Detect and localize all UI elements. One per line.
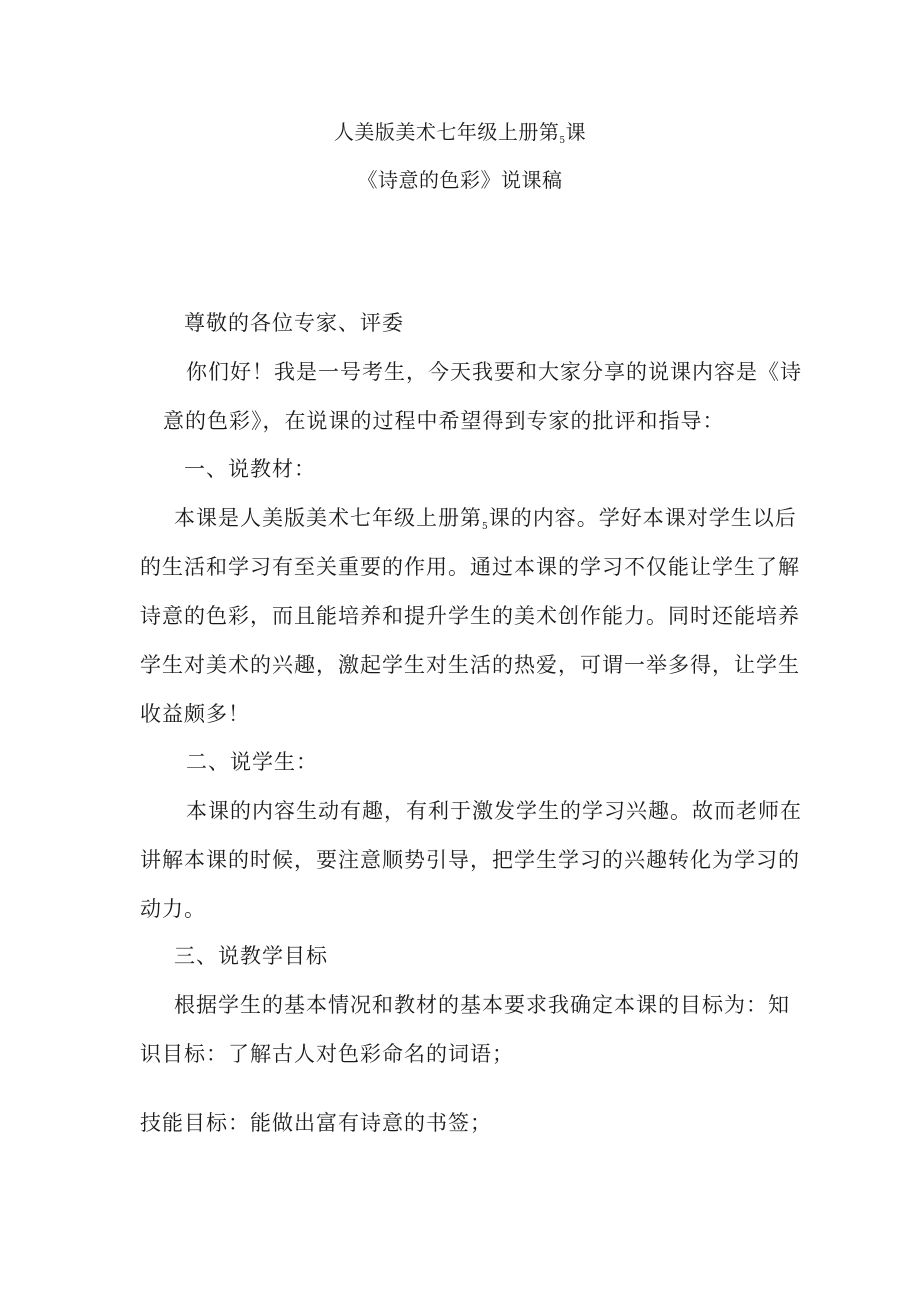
section1-line-1-after: 课的内容。学好本课对学生以后 xyxy=(488,506,797,530)
section1-lesson-number: 5 xyxy=(482,522,489,532)
section3-line-3: 技能目标：能做出富有诗意的书签； xyxy=(140,1111,492,1135)
document-title-line1 xyxy=(0,120,920,146)
section2-heading: 二、说学生： xyxy=(186,750,318,774)
section1-line-4: 学生对美术的兴趣，激起学生对生活的热爱，可谓一举多得，让学生 xyxy=(140,653,800,677)
title-lesson-number: 5 xyxy=(559,136,566,146)
section3-line-1: 根据学生的基本情况和教材的基本要求我确定本课的目标为：知 xyxy=(174,993,790,1017)
section1-line-3: 诗意的色彩，而且能培养和提升学生的美术创作能力。同时还能培养 xyxy=(140,604,800,628)
section3-line-2: 识目标：了解古人对色彩命名的词语； xyxy=(140,1042,514,1066)
title-text-before: 人美版美术七年级上册第 xyxy=(333,120,560,144)
section3-heading: 三、说教学目标 xyxy=(174,944,328,968)
document-title-line2: 《诗意的色彩》说课稿 xyxy=(357,168,563,192)
title-text-after: 课 xyxy=(565,120,587,144)
section1-line-2: 的生活和学习有至关重要的作用。通过本课的学习不仅能让学生了解 xyxy=(140,555,800,579)
section2-line-1: 本课的内容生动有趣，有利于激发学生的学习兴趣。故而老师在 xyxy=(186,799,802,823)
greeting: 尊敬的各位专家、评委 xyxy=(184,311,404,335)
section1-line-5: 收益颇多！ xyxy=(140,702,250,726)
section2-line-3: 动力。 xyxy=(140,897,206,921)
section1-line-1 xyxy=(174,506,797,532)
section1-line-1-before: 本课是人美版美术七年级上册第 xyxy=(174,506,482,530)
section1-heading: 一、说教材： xyxy=(184,457,316,481)
intro-line-2: 意的色彩》，在说课的过程中希望得到专家的批评和指导： xyxy=(163,409,725,433)
section2-line-2: 讲解本课的时候，要注意顺势引导，把学生学习的兴趣转化为学习的 xyxy=(140,848,800,872)
intro-line-1: 你们好！我是一号考生，今天我要和大家分享的说课内容是《诗 xyxy=(186,360,802,384)
